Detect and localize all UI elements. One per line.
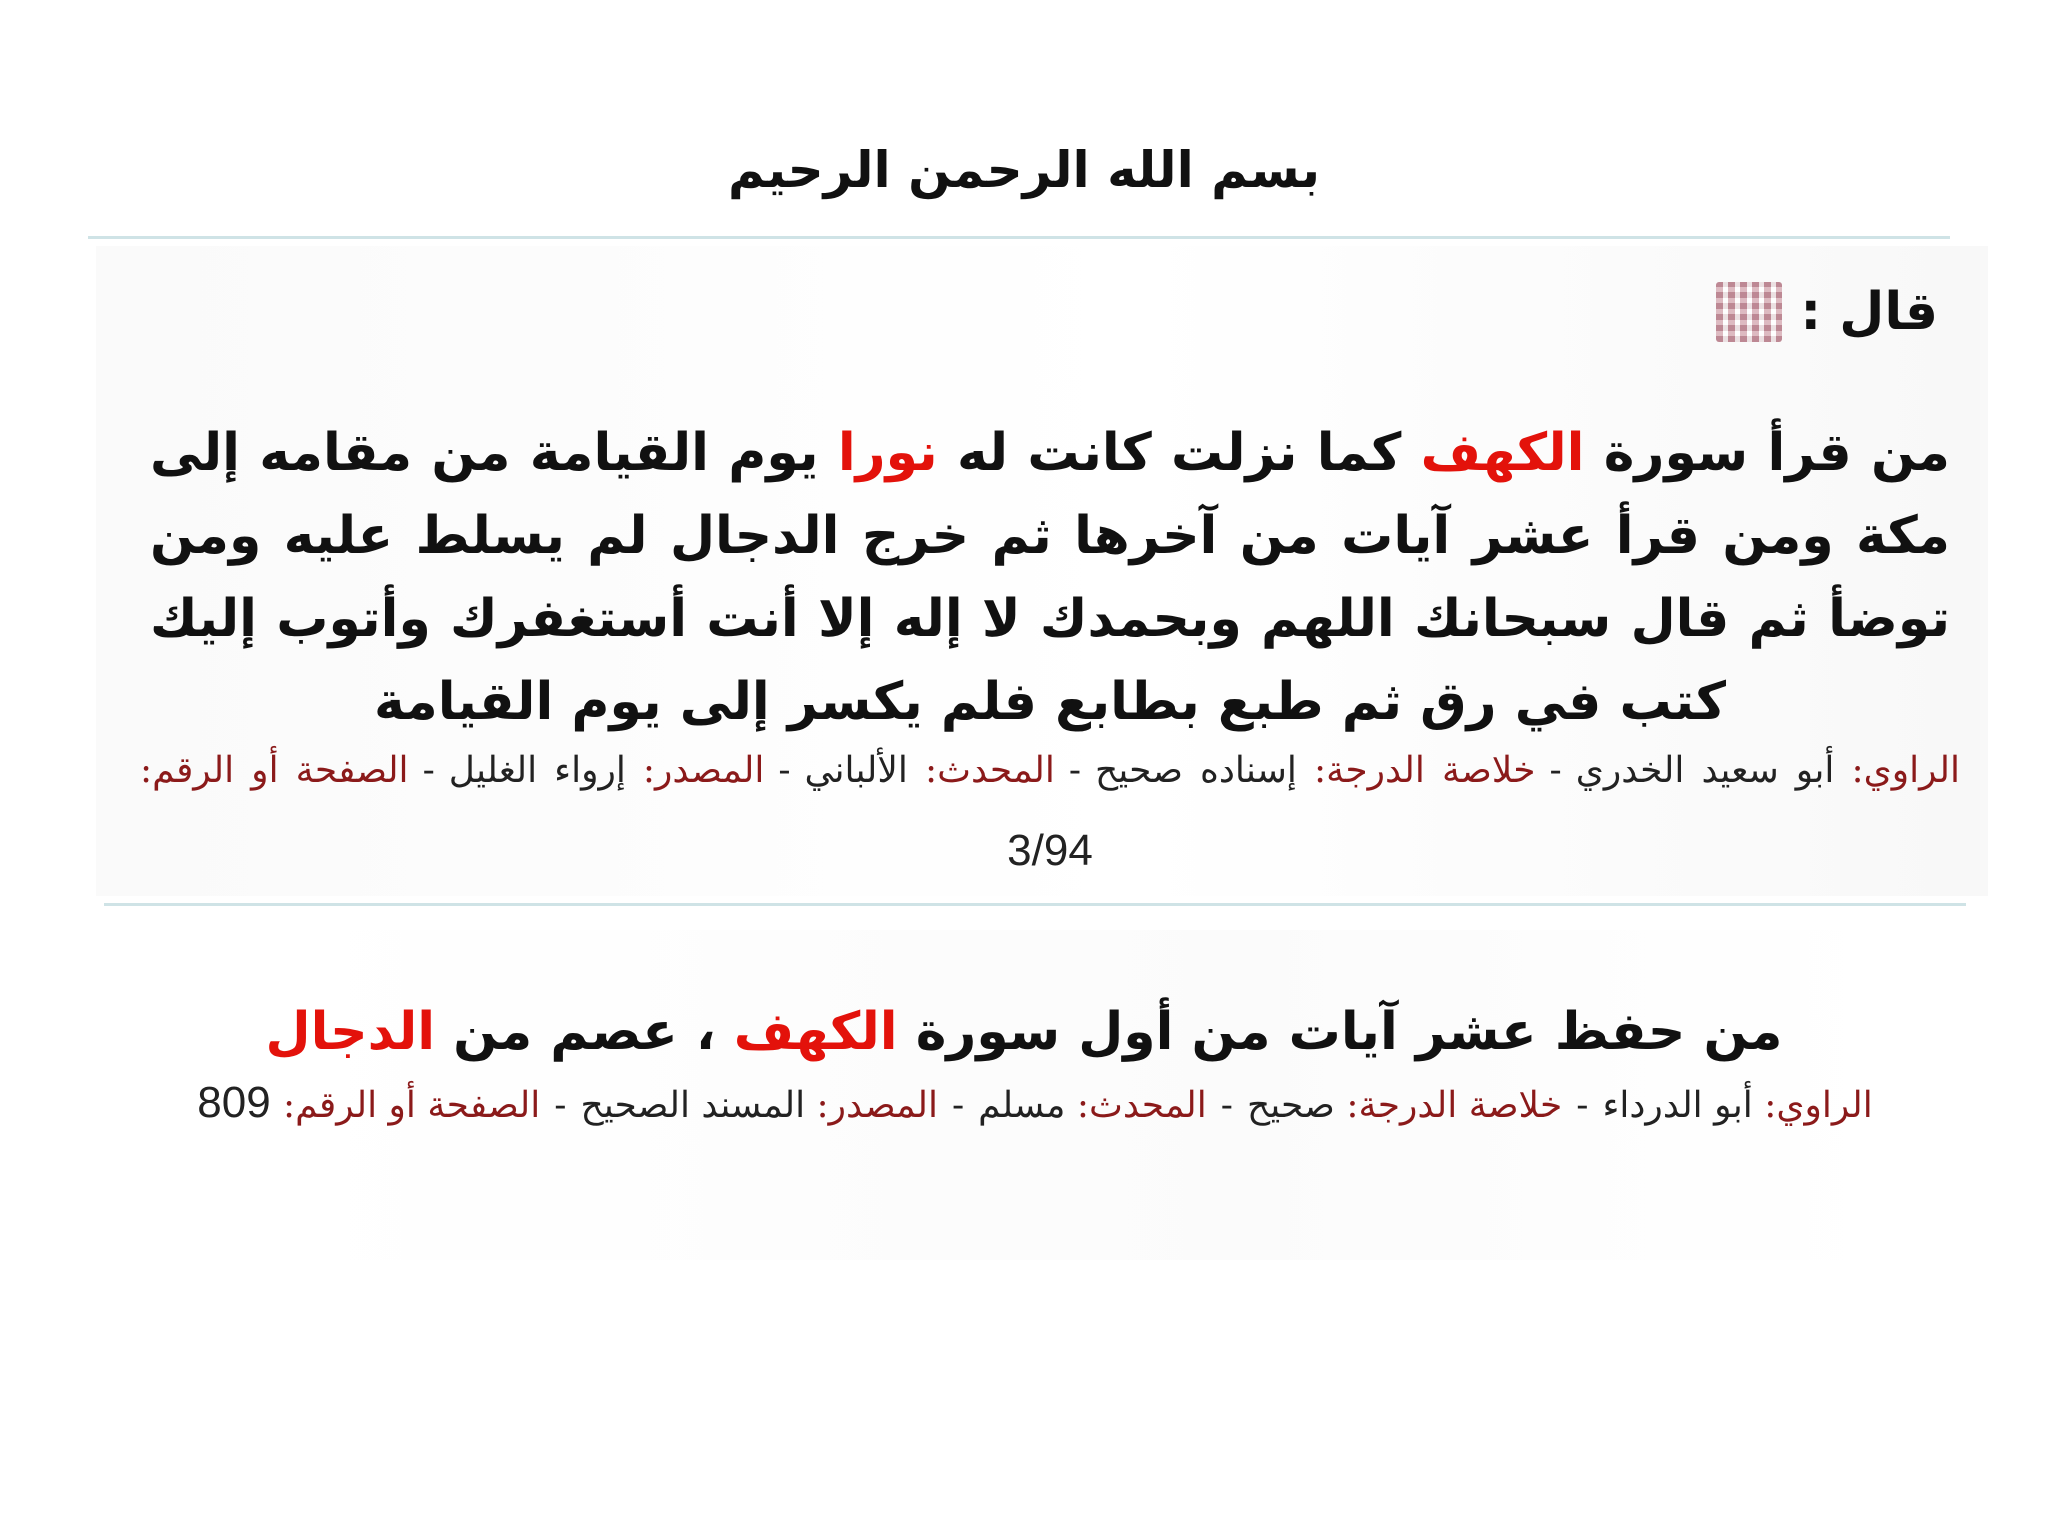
hadith2-highlight-dajjal: الدجال bbox=[265, 1002, 436, 1062]
source-label: المصدر: bbox=[816, 1085, 938, 1126]
source-value: المسند الصحيح bbox=[580, 1085, 817, 1126]
separator: - bbox=[1220, 1085, 1233, 1126]
hadith1-part3: يوم القيامة من مقامه إلى مكة ومن قرأ عشر آيات من آخرها ثم خرج الدجال لم يسلط عليه ومن توضأ ثم قال سبحانك اللهم وبحمدك لا إله إلا أنت أستغفرك وأتوب إليك كتب في رق ثم طبع بطابع فلم يكسر إلى يوم القيامة bbox=[150, 423, 1950, 732]
separator: - bbox=[1576, 1085, 1589, 1126]
intro-line bbox=[1716, 282, 1938, 342]
separator: - bbox=[778, 750, 791, 791]
grade-value: صحيح bbox=[1246, 1085, 1347, 1126]
page-label: الصفحة أو الرقم: bbox=[282, 1085, 541, 1126]
page-label: الصفحة أو الرقم: bbox=[140, 750, 409, 791]
page-value: 809 bbox=[197, 1078, 283, 1127]
top-divider bbox=[88, 236, 1950, 239]
basmala-heading: بسم الله الرحمن الرحيم bbox=[728, 141, 1320, 199]
narrator-label: الراوي: bbox=[1764, 1085, 1873, 1126]
hadith2-part2: ، عصم من bbox=[435, 1002, 734, 1062]
hadith1-text bbox=[150, 412, 1950, 744]
source-value: إرواء الغليل bbox=[448, 750, 643, 791]
prophet-salutation-seal-icon bbox=[1716, 282, 1782, 342]
grade-label: خلاصة الدرجة: bbox=[1346, 1085, 1563, 1126]
hadith2-text bbox=[0, 990, 2048, 1074]
middle-divider bbox=[104, 903, 1966, 906]
hadith1-part2: كما نزلت كانت له bbox=[937, 423, 1421, 483]
narrator-label: الراوي: bbox=[1851, 750, 1960, 791]
separator: - bbox=[1068, 750, 1082, 791]
grade-value: إسناده صحيح bbox=[1095, 750, 1314, 791]
scholar-value: مسلم bbox=[978, 1085, 1077, 1126]
qal-text: قال : bbox=[1800, 282, 1938, 342]
separator: - bbox=[951, 1085, 965, 1126]
separator: - bbox=[1549, 750, 1562, 791]
scholar-value: الألباني bbox=[804, 750, 925, 791]
narrator-value: أبو الدرداء bbox=[1602, 1085, 1765, 1126]
hadith2-part1: من حفظ عشر آيات من أول سورة bbox=[897, 1002, 1783, 1062]
hadith1-source-line bbox=[140, 728, 1960, 894]
hadith2-source-line bbox=[130, 1063, 1940, 1146]
page-value: 3/94 bbox=[1007, 826, 1093, 875]
narrator-value: أبو سعيد الخدري bbox=[1575, 750, 1852, 791]
separator: - bbox=[422, 750, 435, 791]
hadith2-highlight-kahf: الكهف bbox=[733, 1002, 898, 1062]
scholar-label: المحدث: bbox=[1076, 1085, 1207, 1126]
scholar-label: المحدث: bbox=[924, 750, 1055, 791]
hadith1-highlight-nur: نورا bbox=[837, 423, 938, 483]
hadith1-highlight-kahf: الكهف bbox=[1420, 423, 1585, 483]
grade-label: خلاصة الدرجة: bbox=[1313, 750, 1536, 791]
source-label: المصدر: bbox=[642, 750, 765, 791]
hadith1-part1: من قرأ سورة bbox=[1584, 423, 1950, 483]
separator: - bbox=[554, 1085, 567, 1126]
